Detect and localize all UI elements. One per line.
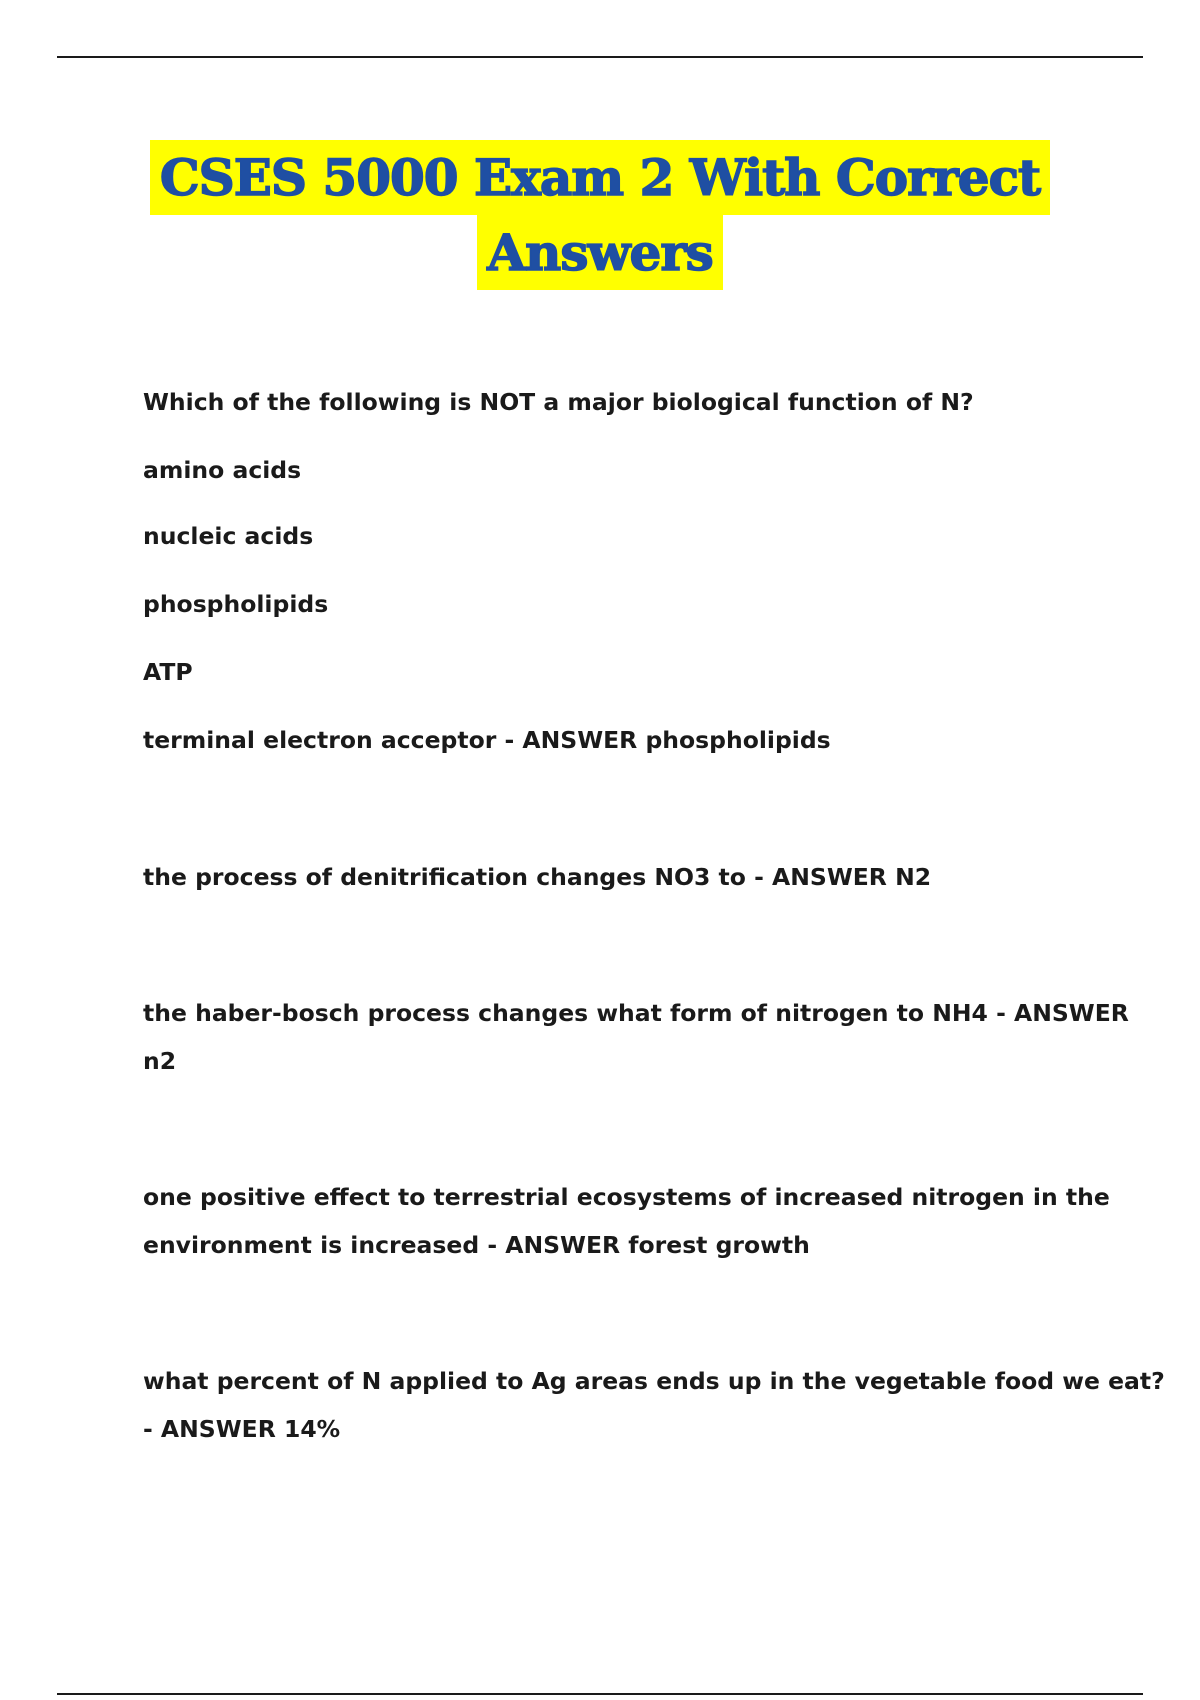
title-line-2: Answers [477,215,723,290]
question-1-option-1: amino acids [143,456,302,484]
question-5-line-1: what percent of N applied to Ag areas ends up in the vegetable food we eat? [143,1367,1165,1395]
question-1-option-5-answer: terminal electron acceptor - ANSWER phospholipids [143,726,831,754]
question-1-text: Which of the following is NOT a major biological function of N? [143,388,974,416]
question-5-line-2: - ANSWER 14% [143,1415,341,1443]
question-4-line-2: environment is increased - ANSWER forest growth [143,1231,810,1259]
header-rule [57,56,1143,58]
question-1-option-4: ATP [143,658,193,686]
question-4-line-1: one positive effect to terrestrial ecosystems of increased nitrogen in the [143,1183,1110,1211]
document-title [0,140,1200,290]
question-1-option-3: phospholipids [143,590,329,618]
question-3-line-1: the haber-bosch process changes what form of nitrogen to NH4 - ANSWER [143,999,1129,1027]
footer-rule [57,1693,1143,1695]
title-line-1: CSES 5000 Exam 2 With Correct [150,140,1050,215]
question-1-option-2: nucleic acids [143,522,314,550]
question-3-line-2: n2 [143,1047,177,1075]
question-2: the process of denitrification changes NO3 to - ANSWER N2 [143,863,932,891]
